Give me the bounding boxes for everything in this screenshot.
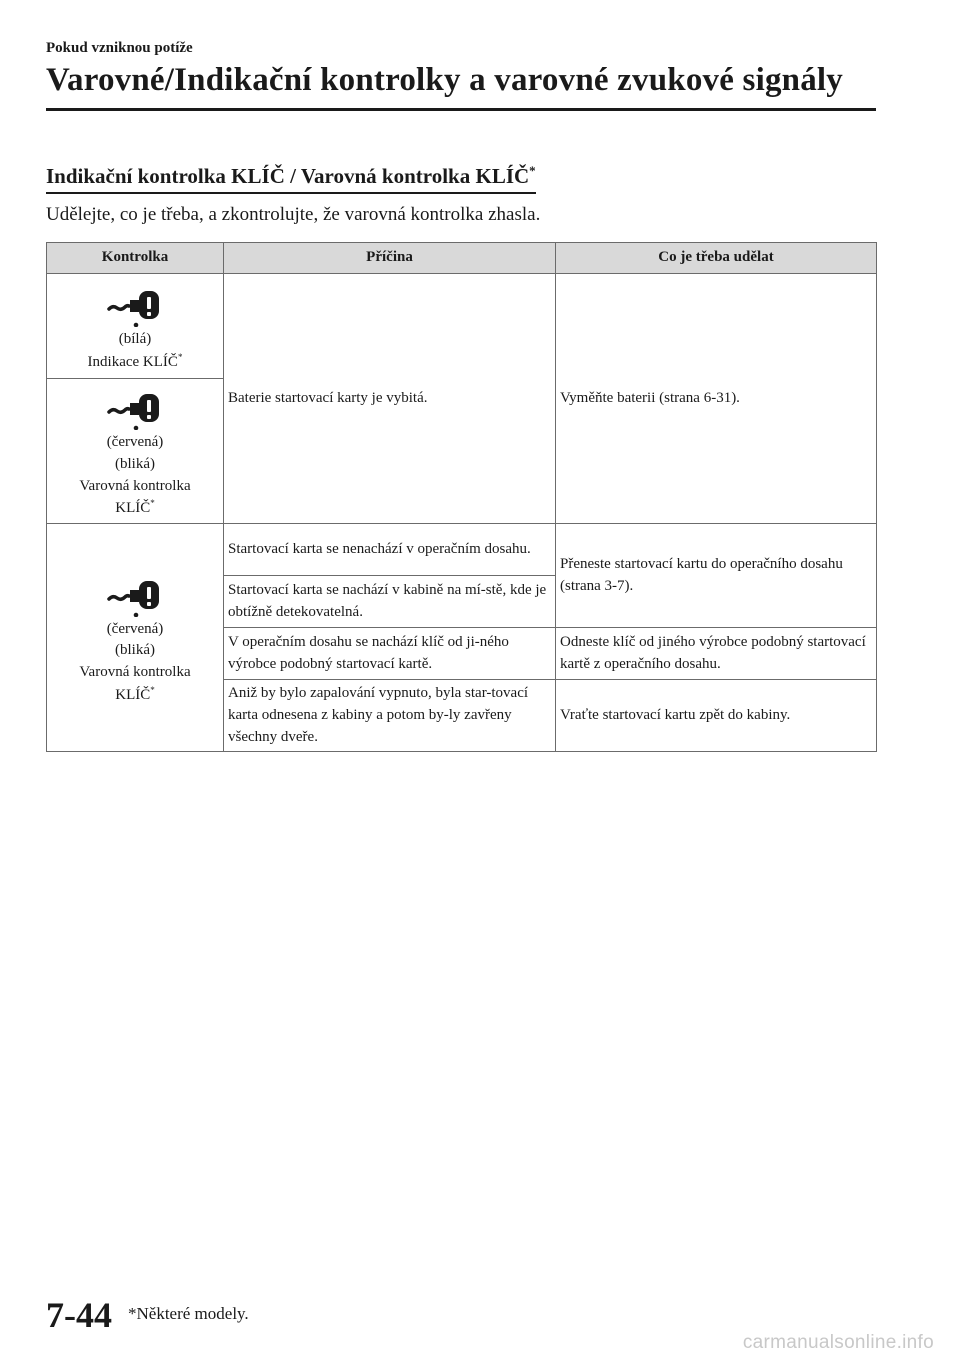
cause-cell: Startovací karta se nachází v kabině na mí-stě, kde je obtížně detekovatelná.	[224, 576, 556, 628]
key-icon	[105, 283, 165, 327]
footnote-mark: *	[150, 498, 155, 509]
key-icon	[105, 573, 165, 617]
action-cell: Odneste klíč od jiného výrobce podobný startovací kartě z operačního dosahu.	[556, 628, 877, 680]
footnote-mark: *	[529, 163, 536, 178]
table-row	[47, 274, 877, 379]
watermark: carmanualsonline.info	[742, 1332, 934, 1353]
chapter-label: Pokud vzniknou potíže	[46, 40, 193, 56]
footnote-mark: *	[150, 684, 155, 695]
table-header-row	[47, 243, 877, 274]
action-cell: Přeneste startovací kartu do operačního dosahu (strana 3-7).	[556, 524, 877, 628]
light-color-label: (červená)	[106, 620, 164, 637]
warning-light-table	[46, 242, 877, 752]
light-name-text: Indikace KLÍČ	[87, 353, 178, 370]
light-name-label: Varovná kontrolka	[79, 477, 191, 494]
cause-cell: V operačním dosahu se nachází klíč od ji-ného výrobce podobný startovací kartě.	[224, 628, 556, 680]
light-cell	[47, 524, 224, 752]
light-name-label	[51, 351, 219, 374]
subsection-heading	[46, 163, 536, 194]
light-cell	[47, 379, 224, 524]
light-state-label: (bliká)	[115, 455, 155, 472]
action-cell: Vyměňte baterii (strana 6-31).	[556, 274, 877, 524]
column-header-cause: Příčina	[224, 243, 556, 274]
light-name-label: Varovná kontrolka	[79, 664, 191, 681]
cause-cell: Baterie startovací karty je vybitá.	[224, 274, 556, 524]
page-number: 7-44	[46, 1295, 112, 1335]
column-header-action: Co je třeba udělat	[556, 243, 877, 274]
cause-cell: Aniž by bylo zapalování vypnuto, byla star-tovací karta odnesena z kabiny a potom by-ly zavřeny všechny dveře.	[224, 680, 556, 752]
intro-text: Udělejte, co je třeba, a zkontrolujte, že varovná kontrolka zhasla.	[46, 204, 541, 225]
footnote-mark: *	[177, 351, 183, 362]
light-cell	[47, 274, 224, 379]
column-header-light: Kontrolka	[47, 243, 224, 274]
cause-cell: Startovací karta se nenachází v operačním dosahu.	[224, 524, 556, 576]
footnote: *Některé modely.	[128, 1304, 249, 1323]
light-name-text: KLÍČ	[115, 686, 151, 703]
light-color-label: (bílá)	[118, 330, 152, 347]
table-row	[47, 524, 877, 576]
light-color-label: (červená)	[106, 434, 164, 450]
light-name-text: KLÍČ	[115, 500, 151, 517]
light-name-label	[51, 684, 219, 707]
title-divider	[46, 108, 876, 111]
light-state-label: (bliká)	[115, 642, 155, 659]
page-title: Varovné/Indikační kontrolky a varovné zvukové signály	[46, 62, 843, 98]
action-cell: Vraťte startovací kartu zpět do kabiny.	[556, 680, 877, 752]
light-name-label	[51, 497, 219, 520]
key-icon	[105, 386, 165, 430]
subsection-heading-text: Indikační kontrolka KLÍČ / Varovná kontrolka KLÍČ	[46, 164, 530, 188]
